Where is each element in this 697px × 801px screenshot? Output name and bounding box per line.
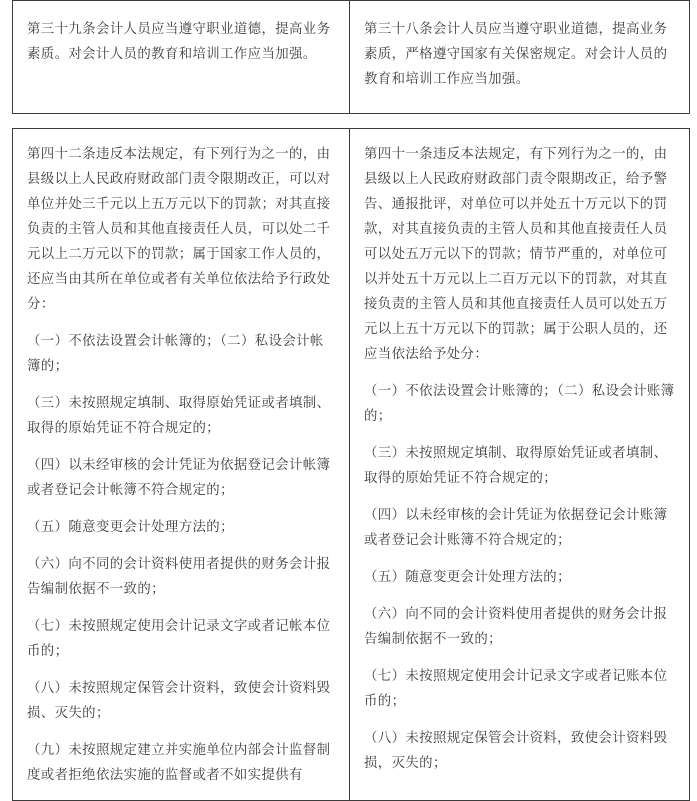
list-item: （七）未按照规定使用会计记录文字或者记帐本位币的； (27, 619, 331, 659)
list-item: （九）未按照规定建立并实施单位内部会计监督制度或者拒绝依法实施的监督或者不如实提供有 (27, 743, 331, 783)
article-text: 第三十八条会计人员应当遵守职业道德，提高业务素质，严格遵守国家有关保密规定。对会计人员的教育和培训工作应当加强。 (364, 22, 668, 87)
comparison-table (12, 0, 690, 801)
list-item: （五）随意变更会计处理方法的； (364, 570, 571, 585)
list-item: （八）未按照规定保管会计资料，致使会计资料毁损，灭失的； (364, 731, 668, 771)
row-gap (13, 114, 690, 129)
list-item: （四）以未经审核的会计凭证为依据登记会计账簿或者登记会计账簿不符合规定的； (364, 508, 668, 548)
list-item: （七）未按照规定使用会计记录文字或者记账本位币的； (364, 669, 668, 709)
list-item: （五）随意变更会计处理方法的； (27, 520, 234, 535)
list-item: （三）未按照规定填制、取得原始凭证或者填制、取得的原始凭证不符合规定的； (364, 446, 668, 486)
article-text: 第四十一条违反本法规定，有下列行为之一的，由县级以上人民政府财政部门责令限期改正，给予警告、通报批评，对单位可以并处五十万元以下的罚款，对其直接负责的主管人员和其他直接责任人员可以处五万元以下的罚款；情节严重的，对单位可以并处五十万元以上二百万元以下的罚款，对其直接负责的主管人员和其他直接责任人员可以处五万元以上五十万元以下的罚款；属于公职人员的，还应当依法给予处分： (364, 147, 668, 362)
article-text: 第四十二条违反本法规定，有下列行为之一的，由县级以上人民政府财政部门责令限期改正，可以对单位并处三千元以上五万元以下的罚款；对其直接负责的主管人员和其他直接责任人员，可以处二千元以上二万元以下的罚款；属于国家工作人员的，还应当由其所在单位或者有关单位依法给予行政处分： (27, 147, 331, 312)
new-article-cell (350, 129, 690, 801)
old-article-cell (13, 129, 350, 801)
table-row (13, 129, 690, 801)
list-item: （三）未按照规定填制、取得原始凭证或者填制、取得的原始凭证不符合规定的； (27, 396, 331, 436)
list-item: （六）向不同的会计资料使用者提供的财务会计报告编制依据不一致的； (364, 607, 668, 647)
table-row (13, 1, 690, 114)
new-article-cell (350, 1, 690, 114)
list-item: （八）未按照规定保管会计资料，致使会计资料毁损、灭失的； (27, 681, 331, 721)
list-item: （一）不依法设置会计帐簿的；（二）私设会计帐簿的； (27, 334, 324, 374)
article-text: 第三十九条会计人员应当遵守职业道德，提高业务素质。对会计人员的教育和培训工作应当加强。 (27, 22, 331, 62)
list-item: （四）以未经审核的会计凭证为依据登记会计帐簿或者登记会计帐簿不符合规定的； (27, 458, 331, 498)
list-item: （一）不依法设置会计账簿的；（二）私设会计账簿的； (364, 384, 675, 424)
list-item: （六）向不同的会计资料使用者提供的财务会计报告编制依据不一致的； (27, 557, 331, 597)
old-article-cell (13, 1, 350, 114)
